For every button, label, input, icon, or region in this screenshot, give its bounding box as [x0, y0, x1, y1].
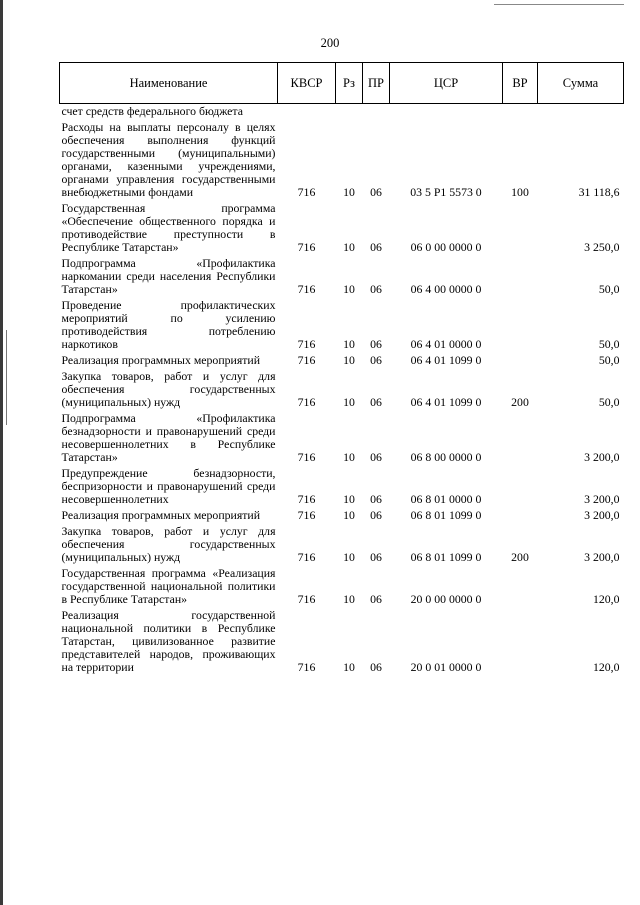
table-row: [60, 524, 624, 566]
cell-csr: [390, 104, 503, 121]
cell-rz: 10: [343, 395, 355, 409]
header-rz: Рз: [336, 63, 363, 104]
cell-kvsr: 716: [297, 550, 316, 564]
cell-rz: 10: [343, 240, 355, 254]
page-edge-line: [0, 0, 3, 905]
cell-csr: 06 4 01 0000 0: [410, 337, 482, 351]
cell-csr: 03 5 Р1 5573 0: [410, 185, 482, 199]
table-row: [60, 411, 624, 466]
cell-kvsr: 716: [297, 353, 316, 367]
cell-csr: 20 0 00 0000 0: [410, 592, 482, 606]
page-number: 200: [320, 36, 340, 50]
cell-sum: 3 200,0: [584, 508, 620, 522]
table-row: [60, 353, 624, 369]
table-row: [60, 608, 624, 676]
cell-rz: 10: [343, 550, 355, 564]
table-row: [60, 508, 624, 524]
header-kvsr: КВСР: [278, 63, 336, 104]
cell-name: Закупка товаров, работ и услуг для обеспечения государственных (муниципальных) нужд: [61, 524, 276, 564]
cell-sum: 3 200,0: [584, 492, 620, 506]
budget-table: [59, 62, 624, 676]
header-vr: ВР: [503, 63, 538, 104]
cell-pr: 06: [370, 550, 382, 564]
cell-csr: 06 4 01 1099 0: [410, 353, 482, 367]
cell-name: Закупка товаров, работ и услуг для обеспечения государственных (муниципальных) нужд: [61, 369, 276, 409]
cell-pr: 06: [370, 492, 382, 506]
cell-kvsr: 716: [297, 492, 316, 506]
cell-sum: 3 200,0: [584, 550, 620, 564]
cell-name: Реализация программных мероприятий: [61, 353, 261, 367]
scan-mark: [494, 4, 624, 5]
header-sum: Сумма: [538, 63, 624, 104]
cell-sum: 3 250,0: [584, 240, 620, 254]
table-row: [60, 369, 624, 411]
cell-rz: 10: [343, 185, 355, 199]
cell-name: Государственная программа «Обеспечение общественного порядка и противодействие преступности в Республике Татарстан»: [61, 201, 276, 254]
cell-sum: 50,0: [598, 353, 620, 367]
cell-vr: 100: [511, 185, 529, 199]
cell-rz: 10: [343, 492, 355, 506]
header-csr: ЦСР: [390, 63, 503, 104]
cell-vr: [503, 411, 538, 466]
cell-pr: 06: [370, 508, 382, 522]
cell-pr: 06: [370, 240, 382, 254]
cell-sum: [538, 104, 624, 121]
cell-csr: 06 0 00 0000 0: [410, 240, 482, 254]
cell-csr: 06 8 01 1099 0: [410, 508, 482, 522]
cell-sum: 120,0: [592, 592, 620, 606]
cell-kvsr: 716: [297, 395, 316, 409]
table-header-row: [60, 63, 624, 104]
cell-rz: 10: [343, 337, 355, 351]
cell-csr: 06 4 00 0000 0: [410, 282, 482, 296]
cell-pr: 06: [370, 353, 382, 367]
cell-rz: 10: [343, 592, 355, 606]
cell-vr: [503, 256, 538, 298]
cell-sum: 31 118,6: [578, 185, 620, 199]
cell-sum: 120,0: [592, 660, 620, 674]
cell-rz: 10: [343, 508, 355, 522]
cell-rz: 10: [343, 450, 355, 464]
cell-csr: 06 8 01 0000 0: [410, 492, 482, 506]
table-row: [60, 566, 624, 608]
cell-vr: [503, 298, 538, 353]
table-row: [60, 120, 624, 201]
cell-rz: 10: [343, 660, 355, 674]
cell-sum: 50,0: [598, 282, 620, 296]
cell-vr: [503, 466, 538, 508]
header-pr: ПР: [363, 63, 390, 104]
cell-sum: 50,0: [598, 395, 620, 409]
cell-kvsr: 716: [297, 592, 316, 606]
cell-kvsr: [278, 104, 336, 121]
cell-pr: 06: [370, 660, 382, 674]
cell-name: Проведение профилактических мероприятий по усилению противодействия потреблению наркотиков: [61, 298, 276, 351]
cell-rz: [336, 104, 363, 121]
cell-pr: 06: [370, 395, 382, 409]
cell-rz: 10: [343, 282, 355, 296]
cell-vr: [503, 508, 538, 524]
cell-name: Подпрограмма «Профилактика безнадзорности и правонарушений среди несовершеннолетних в Республике Татарстан»: [61, 411, 276, 464]
table-row: [60, 298, 624, 353]
table-row: [60, 201, 624, 256]
page-edge-line-secondary: [6, 330, 7, 425]
header-name: Наименование: [60, 63, 278, 104]
cell-pr: 06: [370, 592, 382, 606]
cell-pr: 06: [370, 282, 382, 296]
cell-vr: [503, 353, 538, 369]
cell-name: Расходы на выплаты персоналу в целях обеспечения выполнения функций государственными (муниципальными) органами, казенными учреждениями, органами управления государственными внебюджетными фондами: [61, 120, 276, 199]
cell-rz: 10: [343, 353, 355, 367]
cell-kvsr: 716: [297, 450, 316, 464]
table-row: [60, 104, 624, 121]
cell-pr: 06: [370, 450, 382, 464]
cell-name: счет средств федерального бюджета: [61, 104, 243, 118]
cell-pr: 06: [370, 185, 382, 199]
cell-vr: 200: [511, 395, 529, 409]
cell-csr: 20 0 01 0000 0: [410, 660, 482, 674]
cell-csr: 06 4 01 1099 0: [410, 395, 482, 409]
cell-vr: [503, 566, 538, 608]
cell-vr: [503, 201, 538, 256]
cell-sum: 3 200,0: [584, 450, 620, 464]
cell-name: Реализация государственной национальной политики в Республике Татарстан, цивилизованное развитие представителей народов, проживающих на территории: [61, 608, 276, 674]
cell-csr: 06 8 00 0000 0: [410, 450, 482, 464]
cell-kvsr: 716: [297, 185, 316, 199]
cell-vr: [503, 104, 538, 121]
cell-kvsr: 716: [297, 240, 316, 254]
cell-name: Предупреждение безнадзорности, беспризорности и правонарушений среди несовершеннолетних: [61, 466, 276, 506]
cell-csr: 06 8 01 1099 0: [410, 550, 482, 564]
table-row: [60, 466, 624, 508]
cell-pr: [363, 104, 390, 121]
cell-name: Подпрограмма «Профилактика наркомании среди населения Республики Татарстан»: [61, 256, 276, 296]
cell-kvsr: 716: [297, 282, 316, 296]
cell-sum: 50,0: [598, 337, 620, 351]
cell-kvsr: 716: [297, 660, 316, 674]
cell-kvsr: 716: [297, 337, 316, 351]
cell-kvsr: 716: [297, 508, 316, 522]
cell-pr: 06: [370, 337, 382, 351]
table-row: [60, 256, 624, 298]
cell-vr: 200: [511, 550, 529, 564]
cell-name: Реализация программных мероприятий: [61, 508, 261, 522]
cell-vr: [503, 608, 538, 676]
cell-name: Государственная программа «Реализация государственной национальной политики в Республике Татарстан»: [61, 566, 276, 606]
